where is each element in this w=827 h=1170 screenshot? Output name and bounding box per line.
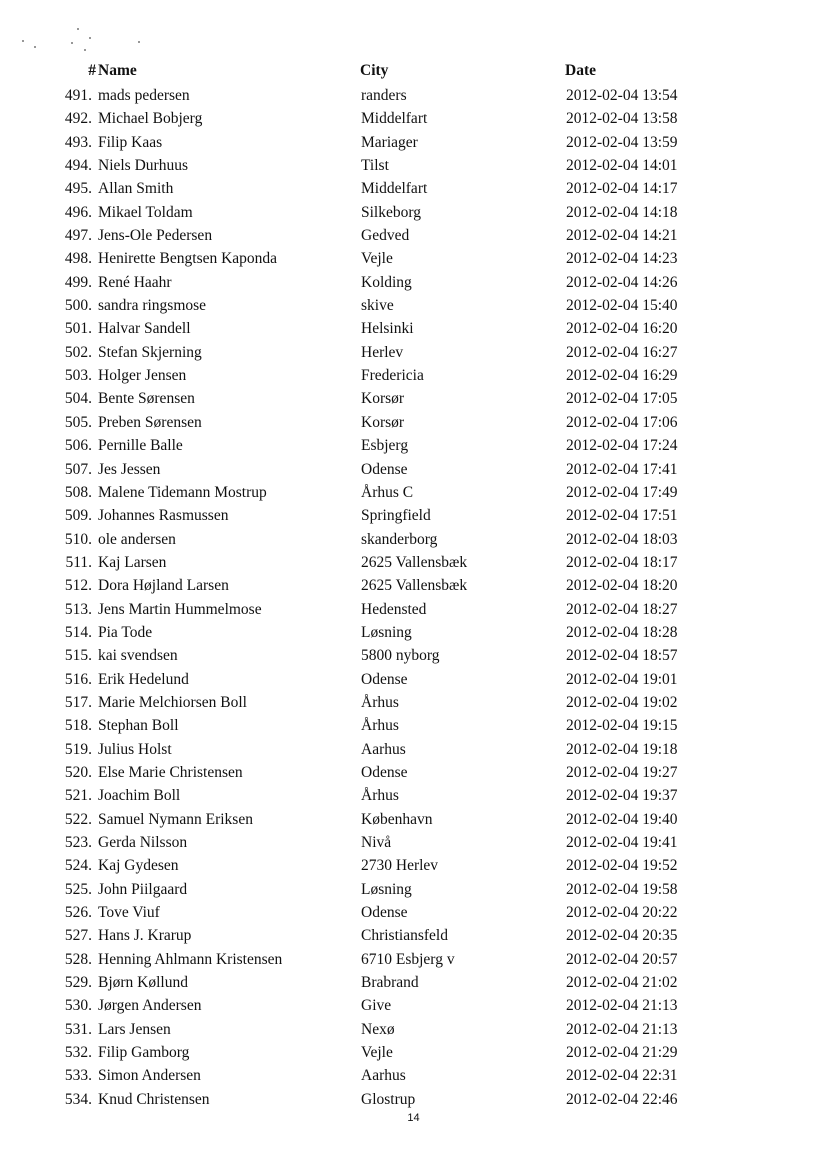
table-row xyxy=(0,924,827,947)
row-city: Løsning xyxy=(361,623,412,641)
row-city: Herlev xyxy=(361,343,404,361)
table-row xyxy=(0,831,827,854)
row-name: Jens-Ole Pedersen xyxy=(98,227,213,245)
table-row xyxy=(0,201,827,224)
table-row xyxy=(0,668,827,691)
row-date: 2012-02-04 17:06 xyxy=(566,413,678,431)
table-header-row xyxy=(0,58,827,84)
row-number: 498. xyxy=(64,250,92,268)
row-date: 2012-02-04 19:27 xyxy=(566,763,678,781)
row-number: 522. xyxy=(64,810,92,828)
row-date: 2012-02-04 13:54 xyxy=(566,87,678,104)
row-city: skive xyxy=(361,297,394,315)
row-number: 512. xyxy=(64,577,92,595)
row-city: Helsinki xyxy=(361,320,414,338)
row-name: Malene Tidemann Mostrup xyxy=(98,483,267,501)
table-row xyxy=(0,434,827,457)
row-date: 2012-02-04 20:22 xyxy=(566,904,678,922)
row-city: Gedved xyxy=(361,227,410,245)
scan-speck xyxy=(22,40,24,42)
table-row xyxy=(0,971,827,994)
row-name: Henirette Bengtsen Kaponda xyxy=(98,250,278,268)
row-name: Bente Sørensen xyxy=(98,390,195,408)
table-row xyxy=(0,247,827,270)
row-date: 2012-02-04 19:02 xyxy=(566,693,678,711)
row-number: 534. xyxy=(64,1090,92,1108)
row-date: 2012-02-04 19:58 xyxy=(566,880,678,898)
row-number: 497. xyxy=(64,227,92,245)
row-number: 521. xyxy=(64,787,92,805)
row-date: 2012-02-04 21:29 xyxy=(566,1044,678,1062)
row-date: 2012-02-04 18:17 xyxy=(566,553,678,571)
row-number: 507. xyxy=(64,460,92,478)
row-name: Knud Christensen xyxy=(98,1090,210,1108)
table-row xyxy=(0,901,827,924)
row-city: Korsør xyxy=(361,413,405,431)
row-city: Korsør xyxy=(361,390,405,408)
row-name: Hans J. Krarup xyxy=(98,927,192,945)
row-city: Kolding xyxy=(361,273,412,291)
row-city: 2625 Vallensbæk xyxy=(361,577,468,595)
row-date: 2012-02-04 14:21 xyxy=(566,227,678,245)
row-number: 503. xyxy=(64,367,92,385)
row-number: 510. xyxy=(64,530,92,548)
row-city: Århus xyxy=(361,693,399,711)
row-date: 2012-02-04 13:58 xyxy=(566,110,678,128)
row-number: 530. xyxy=(64,997,92,1015)
row-number: 513. xyxy=(64,600,92,618)
row-name: Jes Jessen xyxy=(98,460,161,478)
row-name: Kaj Gydesen xyxy=(98,857,179,875)
row-date: 2012-02-04 17:41 xyxy=(566,460,678,478)
table-row xyxy=(0,224,827,247)
row-number: 514. xyxy=(64,623,92,641)
page-number: 14 xyxy=(407,1112,420,1124)
row-name: Simon Andersen xyxy=(98,1067,201,1085)
row-city: Århus C xyxy=(361,483,414,501)
table-row xyxy=(0,621,827,644)
row-city: Esbjerg xyxy=(361,437,409,455)
row-city: Springfield xyxy=(361,507,431,525)
row-number: 506. xyxy=(64,437,92,455)
row-number: 505. xyxy=(64,413,92,431)
signature-table xyxy=(0,58,827,1111)
row-date: 2012-02-04 19:41 xyxy=(566,834,678,851)
table-row xyxy=(0,691,827,714)
row-name: René Haahr xyxy=(98,273,172,291)
scan-speck xyxy=(138,41,140,43)
row-city: Middelfart xyxy=(361,110,428,128)
row-city: Middelfart xyxy=(361,180,428,198)
row-city: Århus xyxy=(361,787,399,805)
row-date: 2012-02-04 18:28 xyxy=(566,623,678,641)
row-name: Joachim Boll xyxy=(98,787,181,805)
table-row xyxy=(0,458,827,481)
row-number: 500. xyxy=(64,297,92,315)
row-city: 2730 Herlev xyxy=(361,857,439,875)
row-city: Brabrand xyxy=(361,974,419,992)
table-row xyxy=(0,714,827,737)
row-city: Aarhus xyxy=(361,1067,406,1085)
row-name: Dora Højland Larsen xyxy=(98,577,229,595)
row-number: 533. xyxy=(64,1067,92,1085)
scan-speck xyxy=(84,49,86,51)
table-row xyxy=(0,784,827,807)
row-number: 494. xyxy=(64,157,92,175)
table-row xyxy=(0,271,827,294)
row-name: Preben Sørensen xyxy=(98,413,202,431)
table-row xyxy=(0,341,827,364)
table-row xyxy=(0,738,827,761)
row-number: 495. xyxy=(64,180,92,198)
row-city: Odense xyxy=(361,460,408,478)
row-date: 2012-02-04 18:20 xyxy=(566,577,678,595)
row-date: 2012-02-04 17:49 xyxy=(566,483,678,501)
row-city: Glostrup xyxy=(361,1090,416,1108)
row-city: skanderborg xyxy=(361,530,438,548)
table-row xyxy=(0,551,827,574)
row-city: Nexø xyxy=(361,1020,395,1038)
row-name: Marie Melchiorsen Boll xyxy=(98,693,247,711)
row-number: 499. xyxy=(64,273,92,291)
scan-speck xyxy=(34,46,36,48)
row-number: 531. xyxy=(64,1020,92,1038)
row-city: Odense xyxy=(361,904,408,922)
row-city: Fredericia xyxy=(361,367,424,385)
row-city: Mariager xyxy=(361,133,418,151)
row-name: Tove Viuf xyxy=(98,904,160,922)
row-number: 526. xyxy=(64,904,92,922)
row-name: Lars Jensen xyxy=(98,1020,171,1038)
table-row xyxy=(0,1018,827,1041)
row-date: 2012-02-04 22:46 xyxy=(566,1090,678,1108)
scan-speck xyxy=(77,28,79,30)
row-number: 504. xyxy=(64,390,92,408)
row-name: Michael Bobjerg xyxy=(98,110,203,128)
row-number: 508. xyxy=(64,483,92,501)
row-number: 518. xyxy=(64,717,92,735)
row-date: 2012-02-04 20:57 xyxy=(566,950,678,968)
table-row xyxy=(0,364,827,387)
row-number: 515. xyxy=(64,647,92,665)
row-name: Bjørn Køllund xyxy=(98,974,188,992)
row-number: 496. xyxy=(64,203,92,221)
row-date: 2012-02-04 15:40 xyxy=(566,297,678,315)
row-date: 2012-02-04 14:01 xyxy=(566,157,678,175)
row-number: 501. xyxy=(64,320,92,338)
row-number: 524. xyxy=(64,857,92,875)
row-city: 2625 Vallensbæk xyxy=(361,553,468,571)
row-city: Silkeborg xyxy=(361,203,421,221)
row-date: 2012-02-04 14:23 xyxy=(566,250,678,268)
row-number: 491. xyxy=(64,87,92,104)
table-row xyxy=(0,154,827,177)
row-city: Vejle xyxy=(361,250,393,268)
row-number: 492. xyxy=(64,110,92,128)
table-row xyxy=(0,528,827,551)
row-date: 2012-02-04 16:27 xyxy=(566,343,678,361)
row-number: 529. xyxy=(64,974,92,992)
row-city: København xyxy=(361,810,433,828)
row-name: ole andersen xyxy=(98,530,176,548)
row-name: Erik Hedelund xyxy=(98,670,189,688)
row-name: Pernille Balle xyxy=(98,437,183,455)
row-name: Jens Martin Hummelmose xyxy=(98,600,262,618)
row-city: Hedensted xyxy=(361,600,427,618)
table-row xyxy=(0,598,827,621)
row-date: 2012-02-04 19:37 xyxy=(566,787,678,805)
table-row xyxy=(0,854,827,877)
table-row xyxy=(0,1088,827,1111)
row-date: 2012-02-04 20:35 xyxy=(566,927,678,945)
row-name: Niels Durhuus xyxy=(98,157,188,175)
row-date: 2012-02-04 22:31 xyxy=(566,1067,678,1085)
row-name: Kaj Larsen xyxy=(98,553,167,571)
table-row xyxy=(0,177,827,200)
row-name: Julius Holst xyxy=(98,740,172,758)
row-number: 523. xyxy=(64,834,92,851)
row-name: Gerda Nilsson xyxy=(98,834,188,851)
row-date: 2012-02-04 21:13 xyxy=(566,1020,678,1038)
row-date: 2012-02-04 13:59 xyxy=(566,133,678,151)
row-date: 2012-02-04 16:29 xyxy=(566,367,678,385)
row-name: Else Marie Christensen xyxy=(98,763,243,781)
row-number: 493. xyxy=(64,133,92,151)
row-number: 509. xyxy=(64,507,92,525)
row-date: 2012-02-04 19:52 xyxy=(566,857,678,875)
row-date: 2012-02-04 19:40 xyxy=(566,810,678,828)
header-city: City xyxy=(360,62,389,79)
row-city: Århus xyxy=(361,717,399,735)
header-number: # xyxy=(88,62,96,79)
row-city: Odense xyxy=(361,670,408,688)
row-number: 527. xyxy=(64,927,92,945)
row-city: randers xyxy=(361,87,407,104)
row-date: 2012-02-04 19:18 xyxy=(566,740,678,758)
row-name: Allan Smith xyxy=(98,180,174,198)
row-date: 2012-02-04 19:01 xyxy=(566,670,678,688)
row-city: 5800 nyborg xyxy=(361,647,440,665)
table-row xyxy=(0,131,827,154)
row-number: 502. xyxy=(64,343,92,361)
row-name: Stephan Boll xyxy=(98,717,179,735)
row-city: Odense xyxy=(361,763,408,781)
row-number: 528. xyxy=(64,950,92,968)
row-name: Stefan Skjerning xyxy=(98,343,202,361)
table-row xyxy=(0,1064,827,1087)
scan-speck xyxy=(89,37,91,39)
row-name: Filip Kaas xyxy=(98,133,163,151)
row-city: Vejle xyxy=(361,1044,393,1062)
row-city: Aarhus xyxy=(361,740,406,758)
row-date: 2012-02-04 18:27 xyxy=(566,600,678,618)
row-number: 525. xyxy=(64,880,92,898)
table-row xyxy=(0,317,827,340)
table-body xyxy=(0,84,827,1111)
table-row xyxy=(0,948,827,971)
table-row xyxy=(0,294,827,317)
table-row xyxy=(0,878,827,901)
row-name: John Piilgaard xyxy=(98,880,188,898)
header-name: Name xyxy=(98,62,137,79)
row-city: Løsning xyxy=(361,880,412,898)
row-date: 2012-02-04 19:15 xyxy=(566,717,678,735)
row-name: Holger Jensen xyxy=(98,367,187,385)
row-date: 2012-02-04 14:18 xyxy=(566,203,678,221)
row-date: 2012-02-04 18:57 xyxy=(566,647,678,665)
row-name: mads pedersen xyxy=(98,87,190,104)
row-name: Filip Gamborg xyxy=(98,1044,190,1062)
row-city: 6710 Esbjerg v xyxy=(361,950,455,968)
row-name: Samuel Nymann Eriksen xyxy=(98,810,253,828)
row-name: Halvar Sandell xyxy=(98,320,191,338)
row-name: sandra ringsmose xyxy=(98,297,207,315)
row-number: 517. xyxy=(64,693,92,711)
row-name: Henning Ahlmann Kristensen xyxy=(98,950,283,968)
row-number: 516. xyxy=(64,670,92,688)
row-date: 2012-02-04 17:24 xyxy=(566,437,678,455)
row-date: 2012-02-04 17:05 xyxy=(566,390,678,408)
row-number: 532. xyxy=(64,1044,92,1062)
table-row xyxy=(0,107,827,130)
table-row xyxy=(0,387,827,410)
row-city: Christiansfeld xyxy=(361,927,448,945)
table-row xyxy=(0,411,827,434)
row-city: Nivå xyxy=(361,834,392,851)
table-row xyxy=(0,481,827,504)
row-city: Tilst xyxy=(361,157,389,175)
row-number: 519. xyxy=(64,740,92,758)
table-row xyxy=(0,761,827,784)
row-date: 2012-02-04 14:17 xyxy=(566,180,678,198)
row-date: 2012-02-04 16:20 xyxy=(566,320,678,338)
row-name: Mikael Toldam xyxy=(98,203,193,221)
row-date: 2012-02-04 18:03 xyxy=(566,530,678,548)
table-row xyxy=(0,994,827,1017)
table-row xyxy=(0,644,827,667)
table-row xyxy=(0,808,827,831)
scan-speck xyxy=(71,42,73,44)
row-name: Pia Tode xyxy=(98,623,153,641)
row-name: Jørgen Andersen xyxy=(98,997,202,1015)
row-number: 511. xyxy=(65,553,92,571)
table-row xyxy=(0,1041,827,1064)
table-row xyxy=(0,504,827,527)
header-date: Date xyxy=(565,62,596,79)
row-city: Give xyxy=(361,997,392,1015)
row-name: kai svendsen xyxy=(98,647,178,665)
row-date: 2012-02-04 17:51 xyxy=(566,507,678,525)
row-number: 520. xyxy=(64,763,92,781)
row-date: 2012-02-04 21:13 xyxy=(566,997,678,1015)
table-row xyxy=(0,574,827,597)
row-date: 2012-02-04 14:26 xyxy=(566,273,678,291)
table-row xyxy=(0,84,827,107)
row-name: Johannes Rasmussen xyxy=(98,507,229,525)
row-date: 2012-02-04 21:02 xyxy=(566,974,678,992)
